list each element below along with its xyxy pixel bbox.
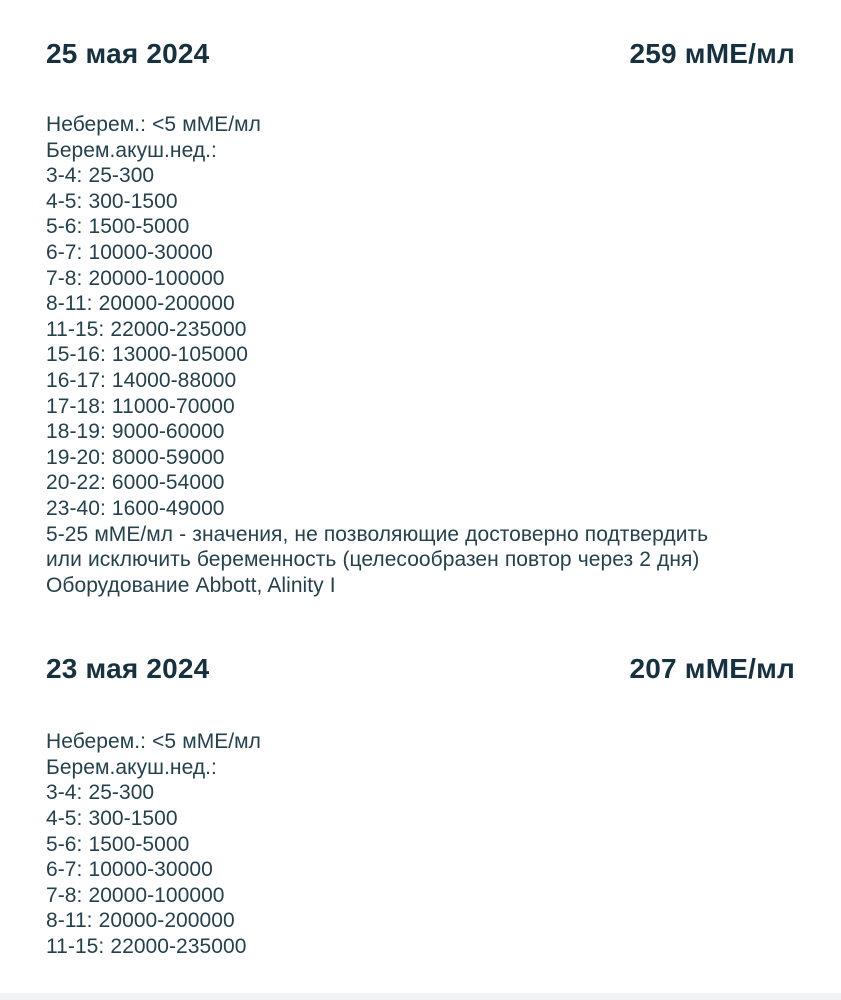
reference-line: 17-18: 11000-70000 xyxy=(46,394,235,418)
reference-line: 23-40: 1600-49000 xyxy=(46,496,225,520)
reference-line: 11-15: 22000-235000 xyxy=(46,317,247,341)
reference-line: Неберем.: <5 мМЕ/мл xyxy=(46,113,261,136)
reference-line: 4-5: 300-1500 xyxy=(46,807,178,831)
bottom-edge-strip xyxy=(0,993,841,1000)
result-entry xyxy=(46,598,795,959)
reference-line: 6-7: 10000-30000 xyxy=(46,240,213,264)
reference-line: 18-19: 9000-60000 xyxy=(46,420,225,444)
reference-line: 4-5: 300-1500 xyxy=(46,189,178,213)
entry-value: 207 мМЕ/мл xyxy=(629,653,795,685)
entry-header xyxy=(46,598,795,685)
entry-reference-block xyxy=(46,70,795,598)
entry-value: 259 мМЕ/мл xyxy=(629,38,795,69)
result-entry xyxy=(46,0,795,598)
reference-line: Неберем.: <5 мМЕ/мл xyxy=(46,730,261,754)
reference-line: 6-7: 10000-30000 xyxy=(46,858,213,882)
reference-line: 5-6: 1500-5000 xyxy=(46,832,190,856)
reference-line: 19-20: 8000-59000 xyxy=(46,445,225,469)
reference-line: 3-4: 25-300 xyxy=(46,164,155,188)
entry-reference-block xyxy=(46,685,795,959)
reference-line: 3-4: 25-300 xyxy=(46,781,155,805)
reference-line: 16-17: 14000-88000 xyxy=(46,368,237,392)
reference-line: 11-15: 22000-235000 xyxy=(46,935,247,959)
reference-line: 7-8: 20000-100000 xyxy=(46,883,225,907)
reference-line: 7-8: 20000-100000 xyxy=(46,266,225,290)
reference-line: 20-22: 6000-54000 xyxy=(46,471,225,495)
reference-note: 5-25 мМЕ/мл - значения, не позволяющие достоверно подтвердить или исключить беременность (целесообразен повтор через 2 дня) xyxy=(46,522,709,572)
reference-line: Берем.акуш.нед.: xyxy=(46,138,217,162)
reference-line: Берем.акуш.нед.: xyxy=(46,755,217,779)
reference-line: 8-11: 20000-200000 xyxy=(46,292,235,316)
entry-date: 25 мая 2024 xyxy=(46,38,210,69)
equipment-line: Оборудование Abbott, Alinity I xyxy=(46,573,336,597)
reference-line: 5-6: 1500-5000 xyxy=(46,215,190,239)
entry-date: 23 мая 2024 xyxy=(46,653,210,685)
entry-header xyxy=(46,0,795,70)
reference-line: 8-11: 20000-200000 xyxy=(46,909,235,933)
reference-line: 15-16: 13000-105000 xyxy=(46,343,248,367)
